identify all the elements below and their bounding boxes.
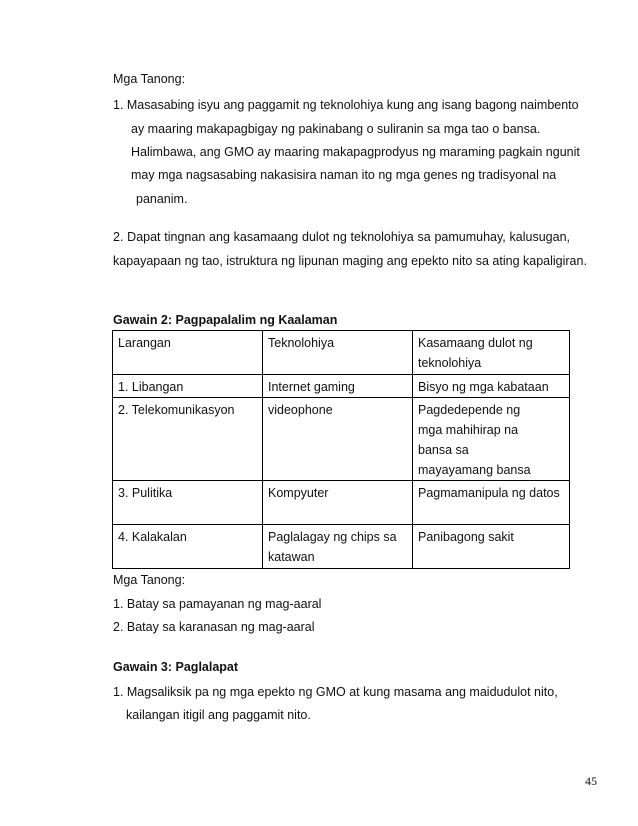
gawain-2-title: Gawain 2: Pagpapalalim ng Kaalaman bbox=[113, 313, 338, 327]
questions-2-heading: Mga Tanong: bbox=[113, 573, 186, 587]
header-kasamaang-dulot: Kasamaang dulot ng teknolohiya bbox=[413, 331, 570, 375]
header-larangan: Larangan bbox=[113, 331, 263, 375]
question-1-line-1: 1. Masasabing isyu ang paggamit ng teknolohiya kung ang isang bagong naimbento bbox=[113, 98, 579, 112]
table-row bbox=[113, 481, 570, 525]
question-1-line-2: ay maaring makapagbigay ng pakinabang o suliranin sa mga tao o bansa. bbox=[131, 122, 541, 136]
table-cell: Panibagong sakit bbox=[413, 525, 570, 569]
gawain-3-line-1: 1. Magsaliksik pa ng mga epekto ng GMO at kung masama ang maidudulot nito, bbox=[113, 685, 558, 699]
question-1-line-4: may mga nagsasabing nakasisira naman ito ng mga genes ng tradisyonal na bbox=[131, 168, 557, 182]
question-1-line-5: pananim. bbox=[136, 192, 188, 206]
technology-effects-table bbox=[112, 330, 570, 569]
question-1-line-3: Halimbawa, ang GMO ay maaring makapagprodyus ng maraming pagkain ngunit bbox=[131, 145, 580, 159]
table-cell: Kompyuter bbox=[263, 481, 413, 525]
gawain-3-title: Gawain 3: Paglalapat bbox=[113, 660, 239, 674]
header-teknolohiya: Teknolohiya bbox=[263, 331, 413, 375]
table-cell: Bisyo ng mga kabataan bbox=[413, 375, 570, 398]
table-row bbox=[113, 375, 570, 398]
table-cell: 2. Telekomunikasyon bbox=[113, 398, 263, 481]
table-cell: 1. Libangan bbox=[113, 375, 263, 398]
question-2-line-1: 2. Dapat tingnan ang kasamaang dulot ng teknolohiya sa pamumuhay, kalusugan, bbox=[113, 230, 570, 244]
table-cell: 3. Pulitika bbox=[113, 481, 263, 525]
page-number: 45 bbox=[585, 774, 597, 788]
questions-heading: Mga Tanong: bbox=[113, 72, 186, 86]
table-cell: Internet gaming bbox=[263, 375, 413, 398]
table-cell: Pagmamanipula ng datos bbox=[413, 481, 570, 525]
question-2-line-2: kapayapaan ng tao, istruktura ng lipunan maging ang epekto nito sa ating kapaligiran. bbox=[113, 254, 587, 268]
table-row bbox=[113, 525, 570, 569]
table-row bbox=[113, 398, 570, 481]
table-cell: videophone bbox=[263, 398, 413, 481]
table-cell: Paglalagay ng chips sa katawan bbox=[263, 525, 413, 569]
table-cell: 4. Kalakalan bbox=[113, 525, 263, 569]
gawain-3-line-2: kailangan itigil ang paggamit nito. bbox=[126, 708, 311, 722]
questions-2-item-1: 1. Batay sa pamayanan ng mag-aaral bbox=[113, 597, 322, 611]
table-cell: Pagdedepende ng mga mahihirap na bansa sa mayayamang bansa bbox=[413, 398, 570, 481]
questions-2-item-2: 2. Batay sa karanasan ng mag-aaral bbox=[113, 620, 315, 634]
table-header-row bbox=[113, 331, 570, 375]
